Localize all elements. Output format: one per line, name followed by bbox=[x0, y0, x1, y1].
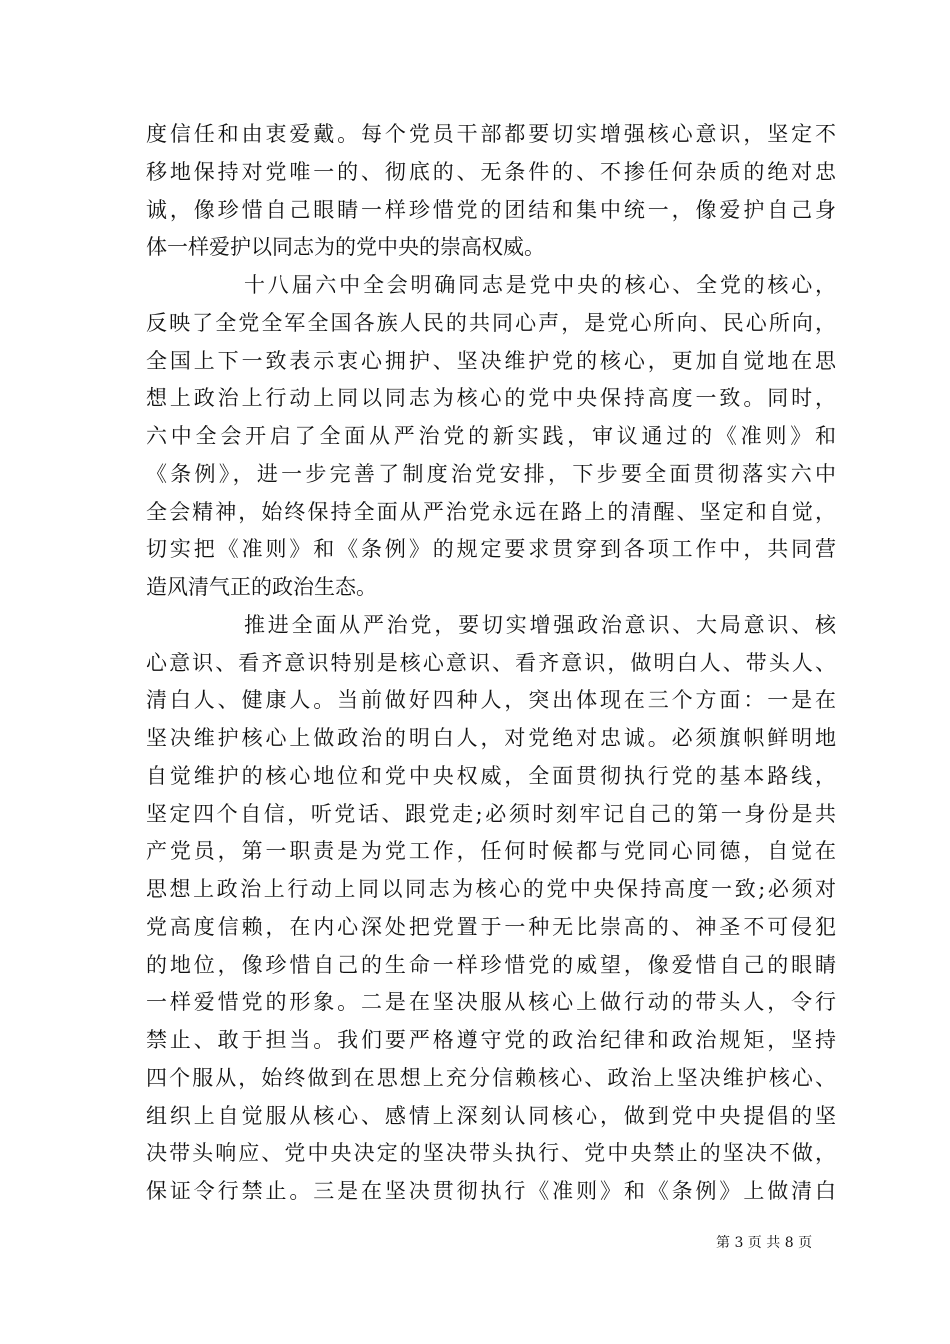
paragraph-1-line-3: 诚，像珍惜自己眼睛一样珍惜党的团结和集中统一，像爱护自己身 bbox=[146, 198, 836, 222]
paragraph-3-line-10: 的地位，像珍惜自己的生命一样珍惜党的威望，像爱惜自己的眼睛 bbox=[146, 953, 836, 977]
paragraph-3-line-3: 清白人、健康人。当前做好四种人，突出体现在三个方面：一是在 bbox=[146, 688, 836, 712]
paragraph-3-line-8: 思想上政治上行动上同以同志为核心的党中央保持高度一致;必须对 bbox=[146, 877, 836, 901]
paragraph-2-line-2: 反映了全党全军全国各族人民的共同心声，是党心所向、民心所向， bbox=[146, 311, 836, 335]
paragraph-2-line-8: 切实把《准则》和《条例》的规定要求贯穿到各项工作中，共同营 bbox=[146, 537, 836, 561]
paragraph-3-line-2: 心意识、看齐意识特别是核心意识、看齐意识，做明白人、带头人、 bbox=[146, 651, 836, 675]
paragraph-2-line-6: 《条例》，进一步完善了制度治党安排，下步要全面贯彻落实六中 bbox=[146, 462, 836, 486]
paragraph-2-line-1: 十八届六中全会明确同志是党中央的核心、全党的核心， bbox=[244, 273, 836, 297]
paragraph-3-line-6: 坚定四个自信，听党话、跟党走;必须时刻牢记自己的第一身份是共 bbox=[146, 802, 836, 826]
paragraph-3-line-4: 坚决维护核心上做政治的明白人，对党绝对忠诚。必须旗帜鲜明地 bbox=[146, 726, 836, 750]
paragraph-3-line-7: 产党员，第一职责是为党工作，任何时候都与党同心同德，自觉在 bbox=[146, 839, 836, 863]
paragraph-3-line-5: 自觉维护的核心地位和党中央权威，全面贯彻执行党的基本路线， bbox=[146, 764, 836, 788]
paragraph-3-line-1: 推进全面从严治党，要切实增强政治意识、大局意识、核 bbox=[244, 613, 836, 637]
paragraph-2-line-3: 全国上下一致表示衷心拥护、坚决维护党的核心，更加自觉地在思 bbox=[146, 349, 836, 373]
paragraph-1-line-4: 体一样爱护以同志为的党中央的崇高权威。 bbox=[146, 235, 545, 259]
paragraph-2-line-7: 全会精神，始终保持全面从严治党永远在路上的清醒、坚定和自觉， bbox=[146, 500, 836, 524]
paragraph-2-line-5: 六中全会开启了全面从严治党的新实践，审议通过的《准则》和 bbox=[146, 424, 836, 448]
paragraph-3-line-15: 决带头响应、党中央决定的坚决带头执行、党中央禁止的坚决不做， bbox=[146, 1141, 836, 1165]
paragraph-3-line-16: 保证令行禁止。三是在坚决贯彻执行《准则》和《条例》上做清白 bbox=[146, 1179, 836, 1203]
paragraph-3-line-11: 一样爱惜党的形象。二是在坚决服从核心上做行动的带头人，令行 bbox=[146, 990, 836, 1014]
paragraph-1-line-2: 移地保持对党唯一的、彻底的、无条件的、不掺任何杂质的绝对忠 bbox=[146, 160, 836, 184]
paragraph-3-line-9: 党高度信赖，在内心深处把党置于一种无比崇高的、神圣不可侵犯 bbox=[146, 915, 836, 939]
paragraph-2-line-9: 造风清气正的政治生态。 bbox=[146, 575, 377, 599]
paragraph-1-line-1: 度信任和由衷爱戴。每个党员干部都要切实增强核心意识，坚定不 bbox=[146, 122, 836, 146]
paragraph-2-line-4: 想上政治上行动上同以同志为核心的党中央保持高度一致。同时， bbox=[146, 386, 836, 410]
paragraph-3-line-13: 四个服从，始终做到在思想上充分信赖核心、政治上坚决维护核心、 bbox=[146, 1066, 836, 1090]
paragraph-3-line-14: 组织上自觉服从核心、感情上深刻认同核心，做到党中央提倡的坚 bbox=[146, 1104, 836, 1128]
page-footer: 第 3 页 共 8 页 bbox=[716, 1235, 813, 1251]
paragraph-3-line-12: 禁止、敢于担当。我们要严格遵守党的政治纪律和政治规矩，坚持 bbox=[146, 1028, 836, 1052]
